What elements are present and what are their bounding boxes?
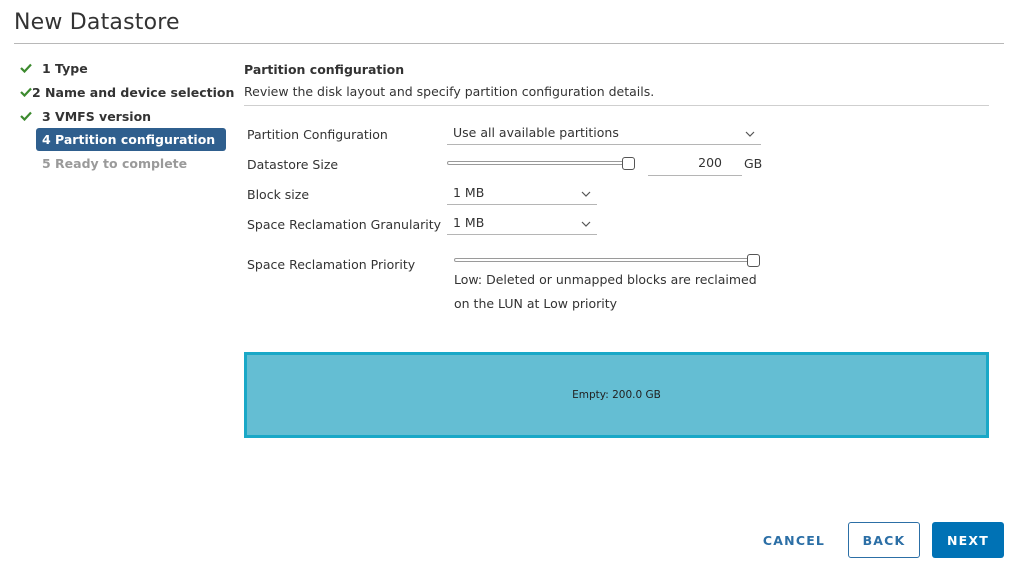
datastore-size-slider-track[interactable]	[447, 161, 635, 165]
reclamation-priority-description	[454, 268, 774, 316]
step-name-and-device[interactable]	[20, 80, 235, 104]
reclamation-granularity-select[interactable]	[447, 211, 597, 235]
partition-configuration-label: Partition Configuration	[247, 127, 388, 142]
step-ready-to-complete	[42, 151, 226, 175]
dialog-title: New Datastore	[14, 10, 180, 35]
step-label: 2 Name and device selection	[32, 84, 235, 100]
section-description: Review the disk layout and specify partition configuration details.	[244, 84, 655, 99]
reclamation-priority-slider-thumb[interactable]	[747, 254, 760, 267]
partition-configuration-value: Use all available partitions	[453, 125, 619, 140]
step-label: 3 VMFS version	[42, 108, 152, 124]
check-icon	[20, 111, 42, 121]
step-label: 4 Partition configuration	[42, 132, 216, 147]
datastore-size-label: Datastore Size	[247, 157, 339, 172]
disk-layout-label: Empty: 200.0 GB	[572, 389, 661, 401]
reclamation-priority-label: Space Reclamation Priority	[247, 257, 416, 272]
block-size-select[interactable]	[447, 181, 597, 205]
step-partition-configuration[interactable]	[36, 128, 226, 151]
reclamation-granularity-label: Space Reclamation Granularity	[247, 217, 442, 232]
chevron-down-icon	[581, 187, 591, 202]
step-label: 1 Type	[42, 60, 88, 76]
section-divider	[244, 105, 989, 106]
check-icon	[20, 87, 32, 97]
check-icon	[20, 63, 42, 73]
chevron-down-icon	[745, 127, 755, 142]
reclamation-priority-slider-track[interactable]	[454, 258, 760, 262]
next-button[interactable]: NEXT	[932, 522, 1004, 558]
step-vmfs-version[interactable]	[20, 104, 226, 128]
datastore-size-slider-thumb[interactable]	[622, 157, 635, 170]
step-type[interactable]	[20, 56, 226, 80]
chevron-down-icon	[581, 217, 591, 232]
title-divider	[14, 43, 1004, 44]
disk-layout-bar	[244, 352, 989, 438]
back-button[interactable]: BACK	[848, 522, 920, 558]
step-label: 5 Ready to complete	[42, 155, 188, 171]
reclamation-granularity-value: 1 MB	[453, 215, 485, 230]
datastore-size-unit: GB	[744, 156, 763, 171]
reclamation-priority-description-line: Low: Deleted or unmapped blocks are reclaimed	[454, 272, 757, 287]
block-size-label: Block size	[247, 187, 310, 202]
section-title: Partition configuration	[244, 62, 405, 77]
cancel-button[interactable]: CANCEL	[762, 532, 826, 548]
partition-configuration-select[interactable]	[447, 121, 761, 145]
datastore-size-input[interactable]: 200	[648, 152, 742, 176]
wizard-steps	[20, 56, 235, 175]
block-size-value: 1 MB	[453, 185, 485, 200]
reclamation-priority-description-line: on the LUN at Low priority	[454, 296, 618, 311]
